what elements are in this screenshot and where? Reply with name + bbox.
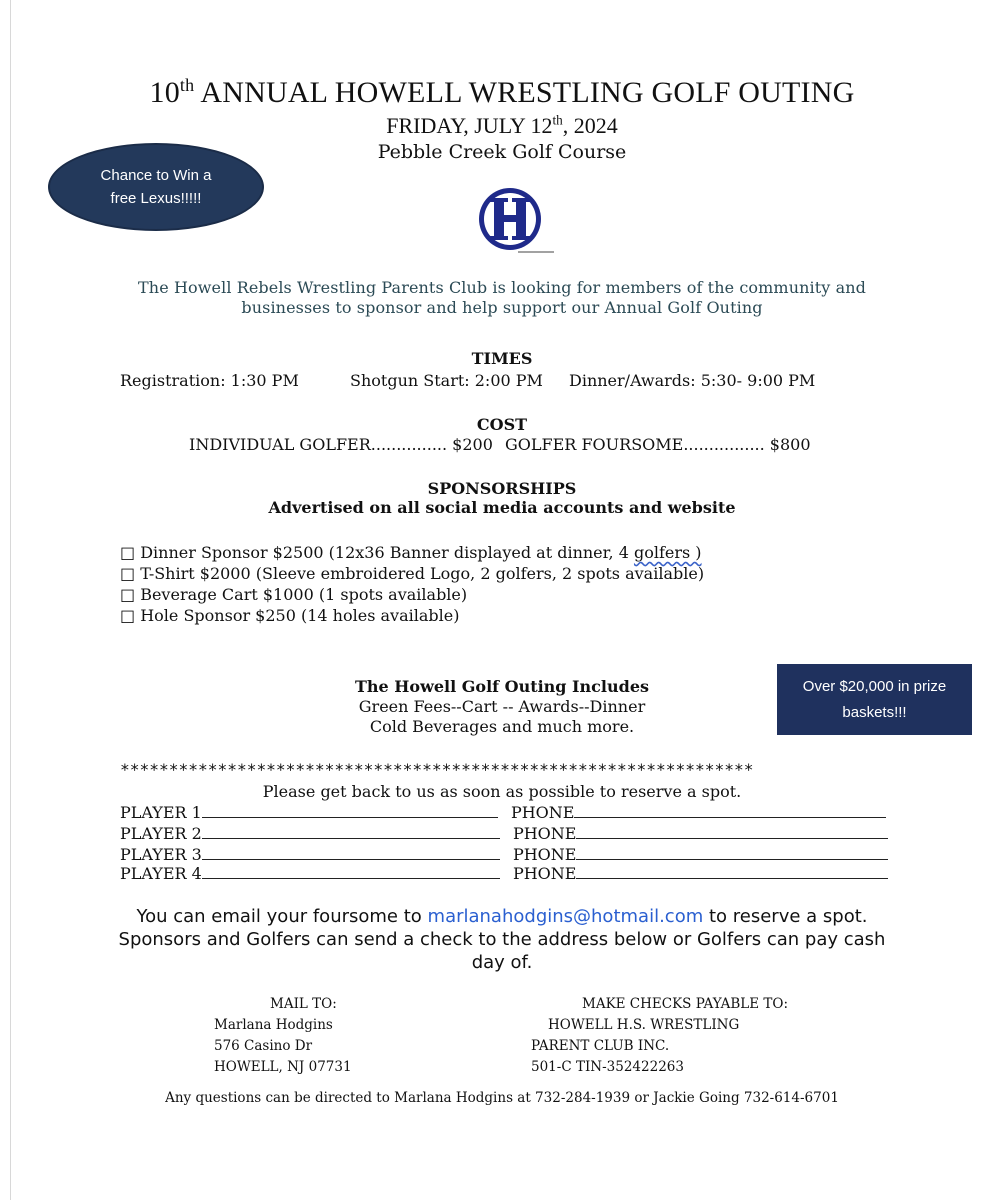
prize-baskets-box: Over $20,000 in prize baskets!!!	[777, 664, 972, 735]
sponsor-item-dinner: □ Dinner Sponsor $2500 (12x36 Banner displayed at dinner, 4 golfers )	[120, 543, 702, 562]
contact-footer: Any questions can be directed to Marlana Hodgins at 732-284-1939 or Jackie Going 732-614-6701	[165, 1090, 839, 1106]
registration-time: Registration: 1:30 PM	[120, 371, 299, 390]
flyer-title: 10th ANNUAL HOWELL WRESTLING GOLF OUTING	[149, 75, 855, 109]
player-row: PLAYER 3 PHONE	[120, 845, 888, 864]
sponsor-item-beverage-cart: □ Beverage Cart $1000 (1 spots available)	[120, 585, 468, 604]
payable-to-line2: PARENT CLUB INC.	[531, 1038, 670, 1054]
stars-divider: *****************************************************************	[120, 760, 754, 779]
howell-h-logo	[470, 186, 556, 256]
player-row: PLAYER 1 PHONE	[120, 803, 886, 822]
shotgun-time: Shotgun Start: 2:00 PM	[350, 371, 543, 390]
dinner-time: Dinner/Awards: 5:30- 9:00 PM	[569, 371, 816, 390]
lexus-badge	[48, 143, 264, 231]
foursome-cost: GOLFER FOURSOME................ $800	[505, 435, 811, 454]
sponsorships-heading: SPONSORSHIPS	[427, 479, 577, 498]
phone-line[interactable]	[574, 804, 886, 818]
player-row: PLAYER 4 PHONE	[120, 864, 888, 883]
player-name-line[interactable]	[202, 804, 498, 818]
phone-line[interactable]	[576, 865, 888, 879]
sponsor-item-tshirt: □ T-Shirt $2000 (Sleeve embroidered Logo, 2 golfers, 2 spots available)	[120, 564, 705, 583]
player-row: PLAYER 2 PHONE	[120, 824, 888, 843]
sponsorships-subheading: Advertised on all social media accounts and website	[268, 498, 736, 517]
player-name-line[interactable]	[202, 846, 500, 860]
phone-line[interactable]	[576, 825, 888, 839]
course-name: Pebble Creek Golf Course	[377, 141, 627, 163]
email-link[interactable]: marlanahodgins@hotmail.com	[427, 906, 704, 927]
player-name-line[interactable]	[202, 865, 500, 879]
phone-line[interactable]	[576, 846, 888, 860]
includes-line1: Green Fees--Cart -- Awards--Dinner	[358, 697, 646, 716]
lexus-badge-line1: Chance to Win a	[100, 167, 212, 184]
includes-heading: The Howell Golf Outing Includes	[355, 677, 649, 696]
event-date: FRIDAY, JULY 12th, 2024	[386, 112, 618, 138]
page-edge	[10, 0, 11, 1200]
includes-section	[0, 677, 1004, 737]
lexus-badge-line2: free Lexus!!!!!	[110, 190, 202, 207]
includes-line2: Cold Beverages and much more.	[369, 717, 635, 736]
intro-text: The Howell Rebels Wrestling Parents Club is looking for members of the community and businesses to sponsor and help support our Annual Golf Outing	[138, 278, 866, 317]
email-instructions: You can email your foursome to marlanahodgins@hotmail.com to reserve a spot. Sponsors and Golfers can send a check to the address below or Golfers can pay cash day of.	[118, 906, 886, 973]
individual-cost: INDIVIDUAL GOLFER............... $200	[189, 435, 493, 454]
payable-to-line3: 501-C TIN-352422263	[531, 1059, 684, 1075]
payable-to-heading: MAKE CHECKS PAYABLE TO:	[582, 996, 789, 1012]
reserve-note: Please get back to us as soon as possible to reserve a spot.	[262, 782, 742, 801]
player-name-line[interactable]	[202, 825, 500, 839]
mail-to-block: Marlana Hodgins 576 Casino Dr HOWELL, NJ 07731	[214, 1017, 352, 1075]
times-heading: TIMES	[471, 349, 533, 368]
mail-to-heading: MAIL TO:	[270, 996, 337, 1012]
sponsor-item-hole: □ Hole Sponsor $250 (14 holes available)	[120, 606, 460, 625]
sponsor-list	[120, 542, 704, 626]
payable-to-line1: HOWELL H.S. WRESTLING	[548, 1017, 740, 1033]
cost-heading: COST	[476, 415, 528, 434]
